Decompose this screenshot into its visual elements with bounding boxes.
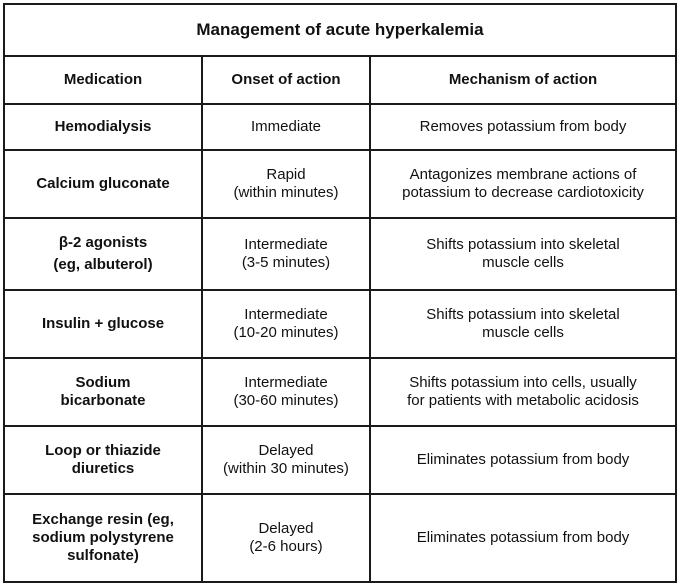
cell-line: Rapid	[266, 166, 306, 183]
onset-cell	[202, 104, 370, 150]
cell-line: Eliminates potassium from body	[416, 451, 630, 468]
table-row	[4, 426, 676, 494]
onset-cell	[202, 218, 370, 290]
onset-cell	[202, 494, 370, 582]
cell-line: (30-60 minutes)	[233, 392, 339, 409]
mechanism-cell	[370, 494, 676, 582]
cell-line: for patients with metabolic acidosis	[407, 392, 639, 409]
medication-cell	[4, 104, 202, 150]
cell-line: Sodium	[75, 374, 131, 391]
header-medication: Medication	[4, 56, 202, 104]
mechanism-cell	[370, 150, 676, 218]
cell-line: Shifts potassium into cells, usually	[409, 374, 637, 391]
cell-line: Loop or thiazide	[45, 442, 161, 459]
cell-line: muscle cells	[482, 324, 564, 341]
cell-line: diuretics	[71, 460, 135, 477]
table-row	[4, 494, 676, 582]
cell-line: potassium to decrease cardiotoxicity	[402, 184, 644, 201]
cell-line: (3-5 minutes)	[241, 254, 331, 271]
header-mechanism: Mechanism of action	[370, 56, 676, 104]
cell-line: Removes potassium from body	[419, 118, 627, 135]
medication-cell	[4, 426, 202, 494]
medication-cell	[4, 150, 202, 218]
mechanism-cell	[370, 290, 676, 358]
cell-line: Calcium gluconate	[36, 175, 170, 192]
cell-line: Insulin + glucose	[41, 315, 165, 332]
cell-line: Delayed	[258, 442, 314, 459]
header-row	[4, 56, 676, 104]
mechanism-cell	[370, 426, 676, 494]
cell-line: sodium polystyrene	[32, 529, 174, 546]
cell-line: Eliminates potassium from body	[416, 529, 630, 546]
table-row	[4, 218, 676, 290]
mechanism-cell	[370, 104, 676, 150]
mechanism-cell	[370, 218, 676, 290]
cell-line: Immediate	[250, 118, 322, 135]
cell-line: Delayed	[258, 520, 314, 537]
cell-line: Exchange resin (eg,	[32, 511, 174, 528]
cell-line: Intermediate	[244, 236, 328, 253]
cell-line: sulfonate)	[67, 547, 139, 564]
header-onset: Onset of action	[202, 56, 370, 104]
table-row	[4, 104, 676, 150]
hyperkalemia-table-container	[3, 3, 675, 583]
cell-line: (2-6 hours)	[249, 538, 323, 555]
cell-line: bicarbonate	[60, 392, 146, 409]
medication-cell	[4, 290, 202, 358]
cell-line: Hemodialysis	[54, 118, 152, 135]
hyperkalemia-table	[3, 3, 677, 583]
onset-cell	[202, 150, 370, 218]
cell-line: muscle cells	[482, 254, 564, 271]
cell-line: (eg, albuterol)	[53, 256, 153, 273]
medication-cell	[4, 218, 202, 290]
table-row	[4, 358, 676, 426]
cell-line: Shifts potassium into skeletal	[426, 306, 620, 323]
cell-line: (within 30 minutes)	[223, 460, 349, 477]
cell-line: Shifts potassium into skeletal	[426, 236, 620, 253]
table-row	[4, 290, 676, 358]
onset-cell	[202, 290, 370, 358]
title-row	[4, 4, 676, 56]
cell-line: Antagonizes membrane actions of	[409, 166, 637, 183]
table-title: Management of acute hyperkalemia	[4, 4, 676, 56]
cell-line: Intermediate	[244, 306, 328, 323]
cell-line: (within minutes)	[233, 184, 339, 201]
medication-cell	[4, 358, 202, 426]
table-row	[4, 150, 676, 218]
onset-cell	[202, 426, 370, 494]
onset-cell	[202, 358, 370, 426]
cell-line: β-2 agonists	[58, 234, 148, 251]
cell-line: (10-20 minutes)	[233, 324, 339, 341]
mechanism-cell	[370, 358, 676, 426]
cell-line: Intermediate	[244, 374, 328, 391]
medication-cell	[4, 494, 202, 582]
